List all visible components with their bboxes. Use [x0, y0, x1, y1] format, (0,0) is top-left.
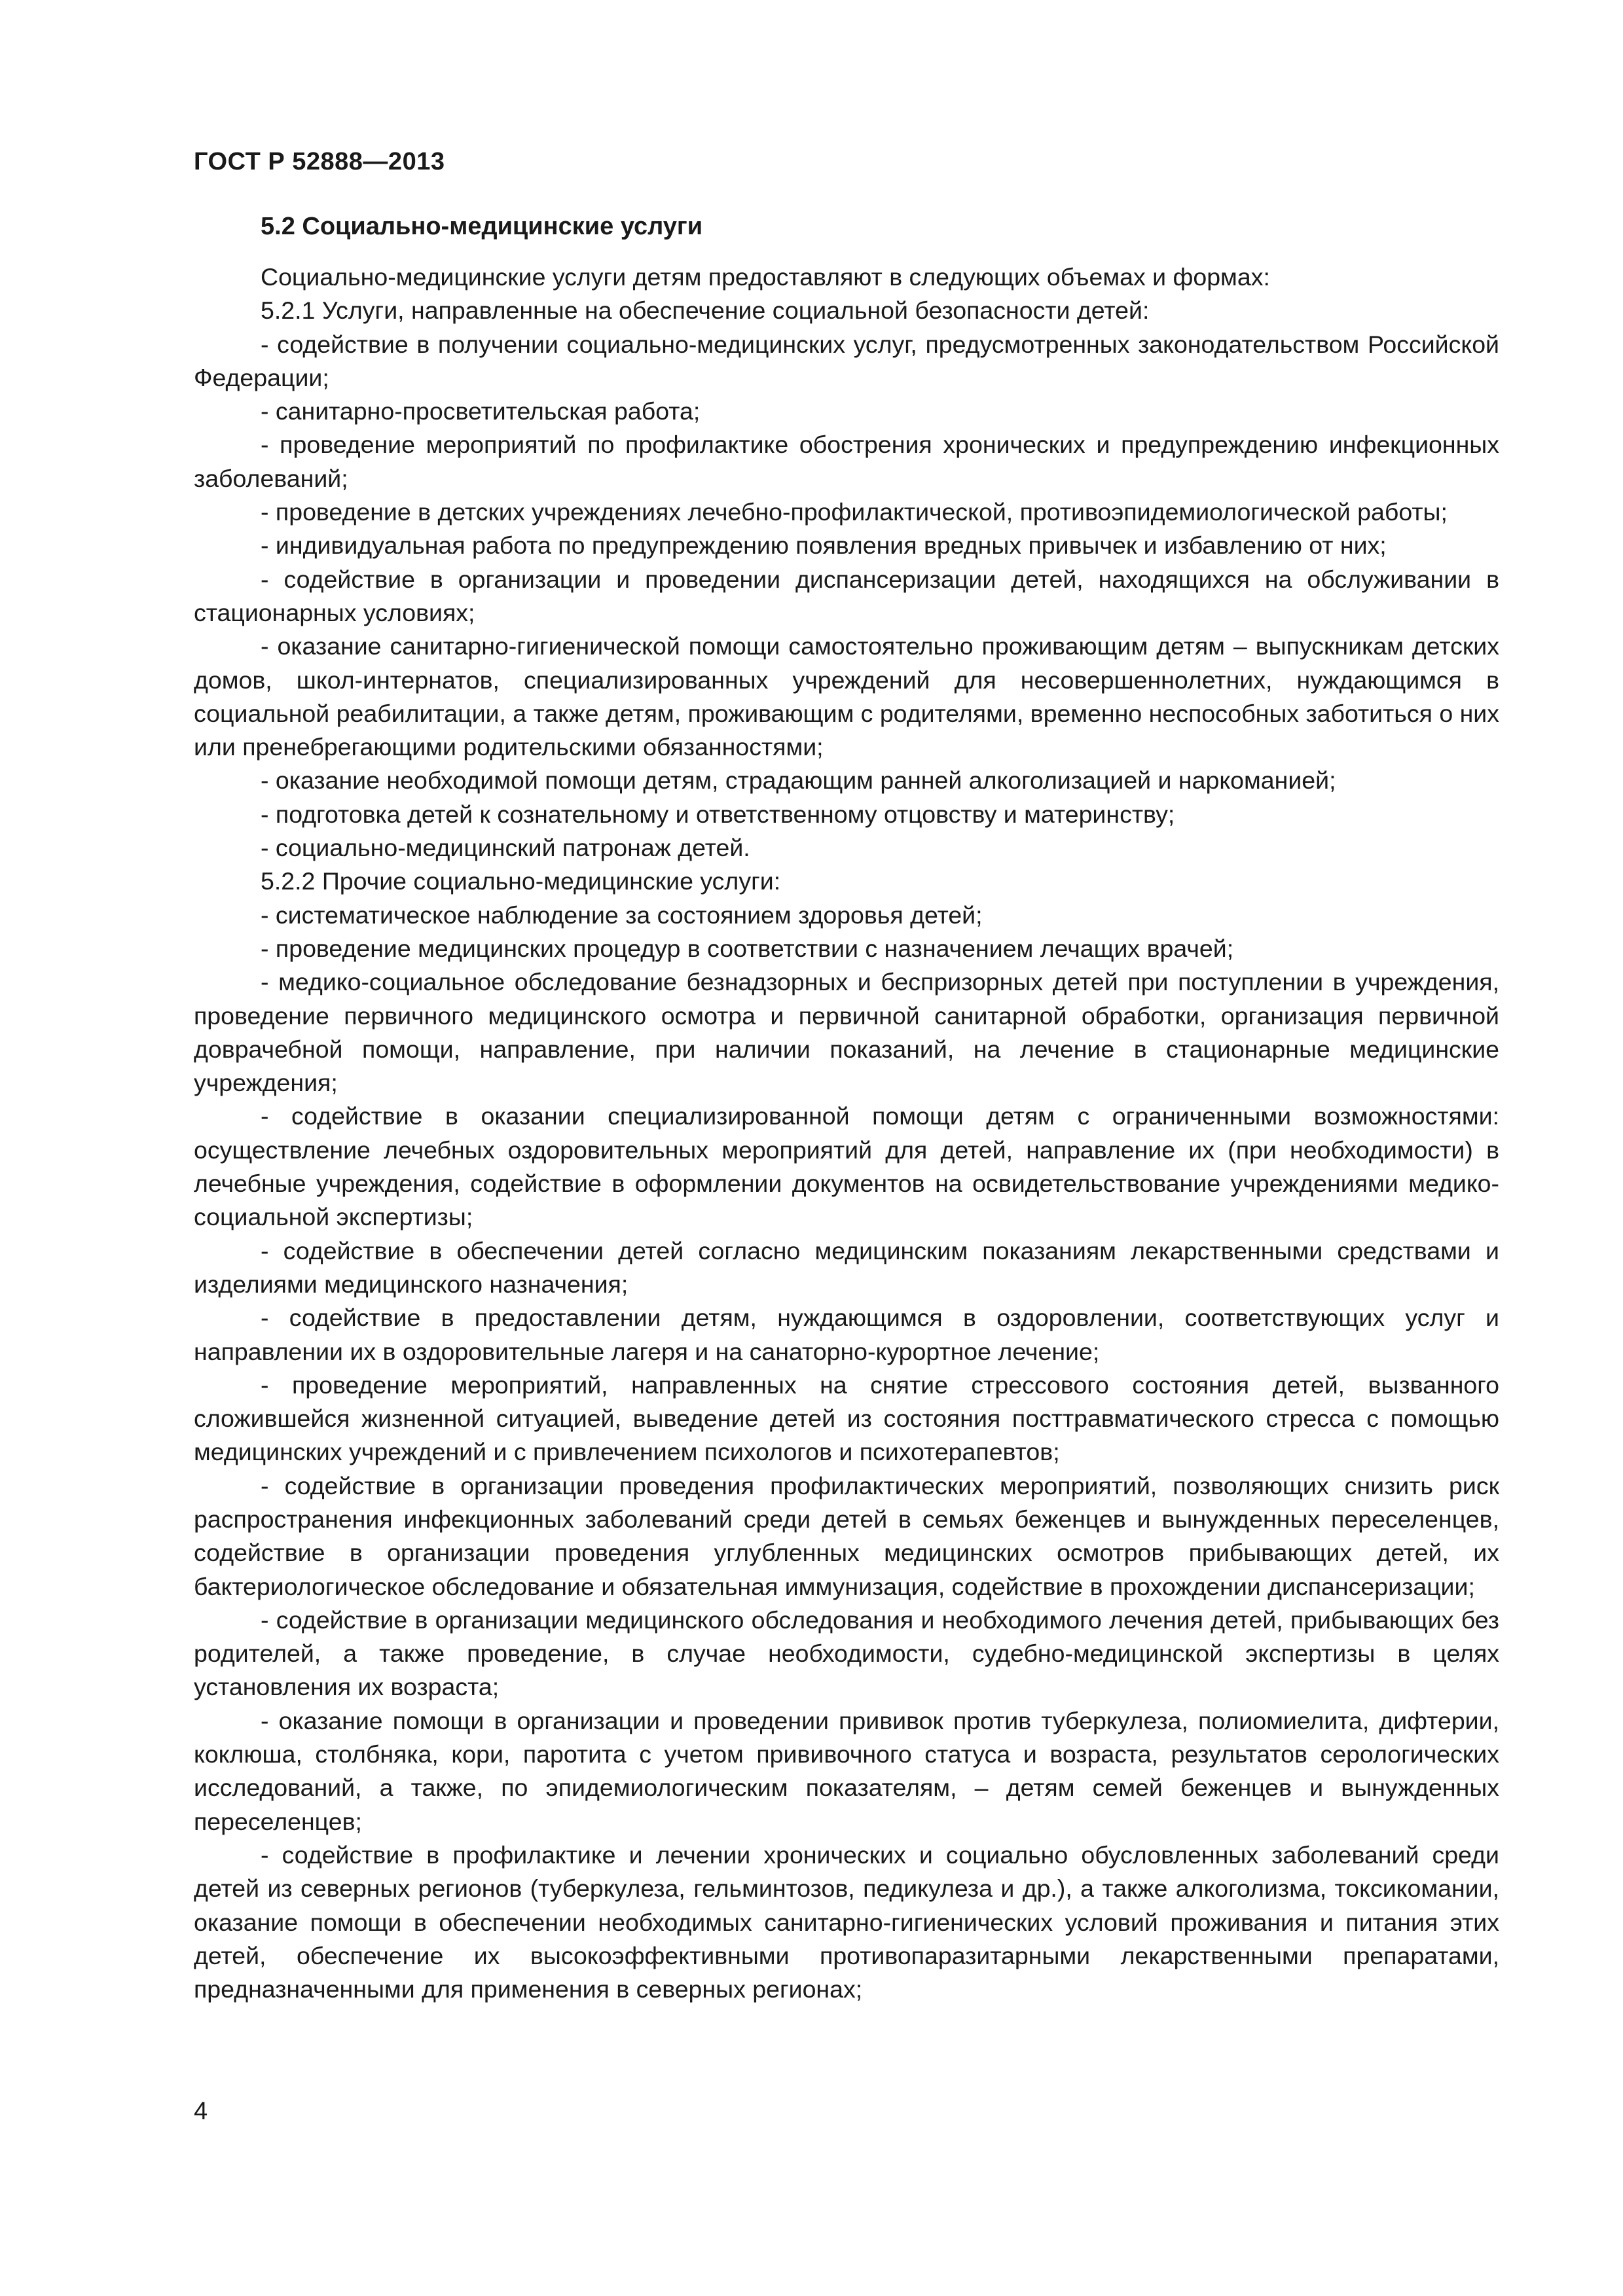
list-item: - проведение мероприятий по профилактике обострения хронических и предупреждению инфекционных заболеваний; — [194, 431, 1499, 492]
list-item: - проведение медицинских процедур в соответствии с назначением лечащих врачей; — [261, 934, 1234, 962]
list-item: - оказание помощи в организации и проведении прививок против туберкулеза, полиомиелита, дифтерии, коклюша, столбняка, кори, паротита с учетом прививочного статуса и возраста, результатов серологических исследований, а также, по эпидемиологическим показателям, – детям семей беженцев и вынужденных переселенцев; — [194, 1706, 1499, 1835]
list-item: - медико-социальное обследование безнадзорных и беспризорных детей при поступлении в учреждения, проведение первичного медицинского осмотра и первичной санитарной обработки, организация первичной доврачебной помощи, направление, при наличии показаний, на лечение в стационарные медицинские учреждения; — [194, 968, 1499, 1097]
list-item: - содействие в оказании специализированной помощи детям с ограниченными возможностями: осуществление лечебных оздоровительных мероприятий для детей, направление их (при необходимости) в лечебные учреждения, содействие в оформлении документов на освидетельствование учреждениями медико-социальной экспертизы; — [194, 1102, 1499, 1231]
list-item: - содействие в организации и проведении диспансеризации детей, находящихся на обслуживании в стационарных условиях; — [194, 565, 1499, 626]
page-number: 4 — [194, 2098, 208, 2125]
document-code-header: ГОСТ Р 52888—2013 — [194, 148, 445, 175]
list-item: - оказание санитарно-гигиенической помощи самостоятельно проживающим детям – выпускникам детских домов, школ-интернатов, специализированных учреждений для несовершеннолетних, нуждающимся в социальной реабилитации, а также детям, проживающим с родителями, временно неспособных заботиться о них или пренебрегающими родительскими обязанностями; — [194, 632, 1499, 761]
list-item: - подготовка детей к сознательному и ответственному отцовству и материнству; — [261, 800, 1175, 828]
paragraph-clause-5-2-2: 5.2.2 Прочие социально-медицинские услуги: — [261, 867, 781, 895]
list-item: - содействие в получении социально-медицинских услуг, предусмотренных законодательством Российской Федерации; — [194, 330, 1499, 391]
paragraph-intro: Социально-медицинские услуги детям предоставляют в следующих объемах и формах: — [261, 263, 1270, 291]
document-body — [194, 209, 1499, 2006]
list-item: - оказание необходимой помощи детям, страдающим ранней алкоголизацией и наркоманией; — [261, 766, 1336, 795]
list-item: - содействие в организации проведения профилактических мероприятий, позволяющих снизить риск распространения инфекционных заболеваний среди детей в семьях беженцев и вынужденных переселенцев, содействие в организации проведения углубленных медицинских осмотров прибывающих детей, их бактериологическое обследование и обязательная иммунизация, содействие в прохождении диспансеризации; — [194, 1471, 1499, 1600]
list-item: - санитарно-просветительская работа; — [261, 397, 701, 425]
list-item: - содействие в организации медицинского обследования и необходимого лечения детей, прибывающих без родителей, а также проведение, в случае необходимости, судебно-медицинской экспертизы в целях установления их возраста; — [194, 1605, 1499, 1701]
list-item: - социально-медицинский патронаж детей. — [261, 834, 750, 862]
list-item: - содействие в профилактике и лечении хронических и социально обусловленных заболеваний среди детей из северных регионов (туберкулеза, гельминтозов, педикулеза и др.), а также алкоголизма, токсикомании, оказание помощи в обеспечении необходимых санитарно-гигиенических условий проживания и питания этих детей, обеспечение их высокоэффективными противопаразитарными лекарственными препаратами, предназначенными для применения в северных регионах; — [194, 1840, 1499, 2003]
list-item: - индивидуальная работа по предупреждению появления вредных привычек и избавлению от них; — [261, 531, 1387, 560]
paragraph-clause-5-2-1: 5.2.1 Услуги, направленные на обеспечение социальной безопасности детей: — [261, 296, 1150, 325]
list-item: - содействие в обеспечении детей согласно медицинским показаниям лекарственными средствами и изделиями медицинского назначения; — [194, 1236, 1499, 1298]
section-title: 5.2 Социально-медицинские услуги — [261, 213, 703, 240]
list-item: - проведение в детских учреждениях лечебно-профилактической, противоэпидемиологической работы; — [261, 498, 1448, 526]
list-item: - проведение мероприятий, направленных на снятие стрессового состояния детей, вызванного сложившейся жизненной ситуацией, выведение детей из состояния посттравматического стресса с помощью медицинских учреждений и с привлечением психологов и психотерапевтов; — [194, 1371, 1499, 1466]
list-item: - содействие в предоставлении детям, нуждающимся в оздоровлении, соответствующих услуг и направлении их в оздоровительные лагеря и на санаторно-курортное лечение; — [194, 1304, 1499, 1365]
list-item: - систематическое наблюдение за состоянием здоровья детей; — [261, 901, 983, 929]
